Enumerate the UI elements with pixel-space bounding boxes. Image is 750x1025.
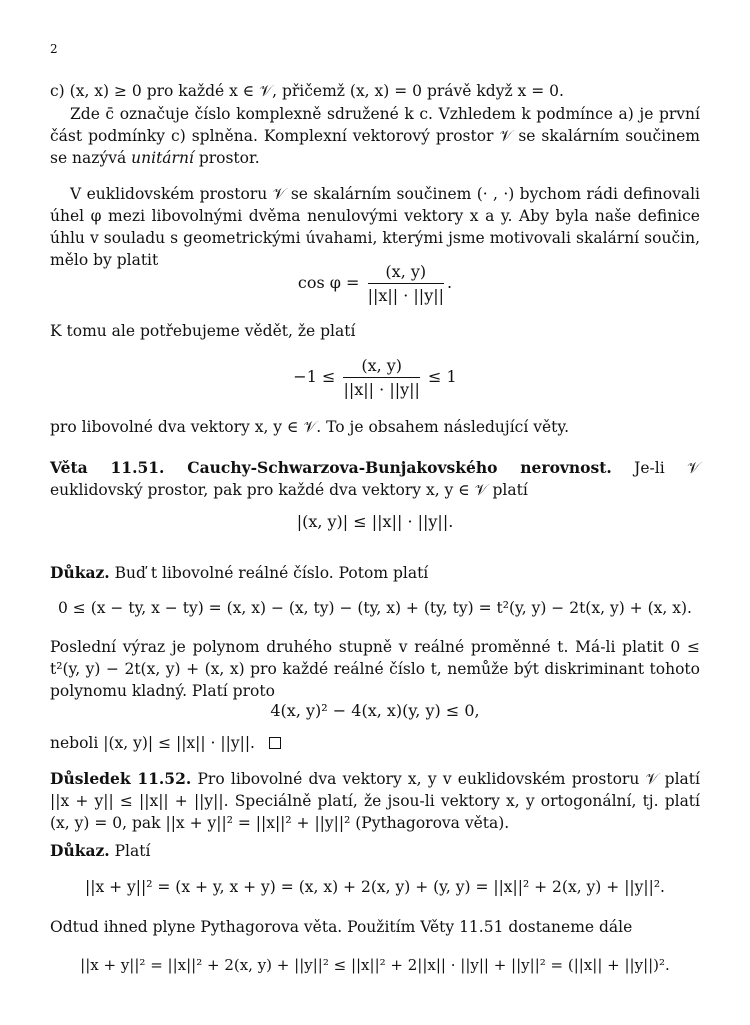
theorem-11-51 — [50, 457, 700, 501]
theorem-label: Věta 11.51. Cauchy-Schwarzova-Bunjakovského nerovnost. — [50, 458, 612, 477]
corollary-11-52 — [50, 768, 700, 834]
proof-2 — [50, 840, 700, 862]
eq1-denominator: ||x|| · ||y|| — [367, 286, 445, 305]
equation-discriminant: 4(x, y)² − 4(x, x)(y, y) ≤ 0, — [270, 701, 480, 720]
conclusion-text: neboli |(x, y)| ≤ ||x|| · ||y||. — [50, 734, 255, 752]
proof-2-text: Platí — [109, 842, 151, 860]
term-unitary: unitární — [131, 149, 194, 167]
paragraph-vectors: pro libovolné dva vektory x, y ∈ 𝒱. To je obsahem následující věty. — [50, 418, 570, 436]
corollary-label: Důsledek 11.52. — [50, 769, 192, 788]
eq1-left: cos φ = — [297, 273, 360, 292]
eq1-fraction — [368, 262, 444, 305]
proof-1 — [50, 562, 700, 584]
corollary-text: Pro libovolné dva vektory x, y v euklidovském prostoru 𝒱 platí ||x + y|| ≤ ||x|| + ||y||. Speciálně platí, že jsou-li vektory x, y ortogonální, tj. platí (x, y) = 0, pak ||x + y||² = ||x||² + ||y||² (Pythagorova věta). — [50, 770, 700, 832]
equation-triangle: ||x + y||² = ||x||² + 2(x, y) + ||y||² ≤ ||x||² + 2||x|| · ||y|| + ||y||² = (||x|| + ||y||)². — [80, 956, 670, 974]
proof-1-label: Důkaz. — [50, 563, 110, 582]
paragraph-conjugate — [50, 103, 700, 169]
eq1-numerator: (x, y) — [368, 262, 444, 284]
page-number: 2 — [50, 42, 58, 56]
eq2-fraction — [343, 356, 419, 399]
condition-c: c) (x, x) ≥ 0 pro každé x ∈ 𝒱, přičemž (x, x) = 0 právě když x = 0. — [50, 82, 564, 100]
proof-2-label: Důkaz. — [50, 841, 110, 860]
paragraph-conjugate-text: Zde c̄ označuje číslo komplexně sdružené k c. Vzhledem k podmínce a) je první část podmínky c) splněna. Komplexní vektorový prostor 𝒱 se skalárním součinem se nazývá — [50, 105, 700, 167]
equation-cos — [50, 262, 700, 305]
eq2-left: −1 ≤ — [293, 367, 336, 386]
eq2-numerator: (x, y) — [343, 356, 419, 378]
paragraph-pythagoras: Odtud ihned plyne Pythagorova věta. Použitím Věty 11.51 dostaneme dále — [50, 918, 633, 936]
eq1-end: . — [447, 273, 453, 292]
qed-square-icon — [269, 737, 281, 749]
proof-1-text: Buď t libovolné reálné číslo. Potom platí — [109, 564, 429, 582]
equation-cauchy-schwarz: |(x, y)| ≤ ||x|| · ||y||. — [296, 512, 454, 531]
eq2-denominator: ||x|| · ||y|| — [343, 380, 420, 399]
paragraph-polynomial: Poslední výraz je polynom druhého stupně v reálné proměnné t. Má-li platit 0 ≤ t²(y, y) − 2t(x, y) + (x, x) pro každé reálné číslo t, nemůže být diskriminant tohoto polynomu kladný. Platí proto — [50, 638, 700, 700]
equation-norm-sum: ||x + y||² = (x + y, x + y) = (x, x) + 2(x, y) + (y, y) = ||x||² + 2(x, y) + ||y||². — [85, 878, 665, 896]
theorem-text: Je-li 𝒱 euklidovský prostor, pak pro každé dva vektory x, y ∈ 𝒱 platí — [50, 459, 700, 499]
paragraph-angle: V euklidovském prostoru 𝒱 se skalárním součinem (· , ·) bychom rádi definovali úhel φ mezi libovolnými dvěma nenulovými vektory x a y. Aby byla naše definice úhlu v souladu s geometrickými úvahami, kterými jsme motivovali skalární součin, mělo by platit — [50, 185, 700, 269]
eq2-right: ≤ 1 — [428, 367, 457, 386]
equation-expansion: 0 ≤ (x − ty, x − ty) = (x, x) − (x, ty) − (ty, x) + (ty, ty) = t²(y, y) − 2t(x, y) + (x, x). — [58, 599, 692, 617]
equation-bound — [50, 356, 700, 399]
paragraph-need: K tomu ale potřebujeme vědět, že platí — [50, 322, 356, 340]
paragraph-conclusion — [50, 732, 700, 754]
paragraph-conjugate-end: prostor. — [193, 149, 260, 167]
